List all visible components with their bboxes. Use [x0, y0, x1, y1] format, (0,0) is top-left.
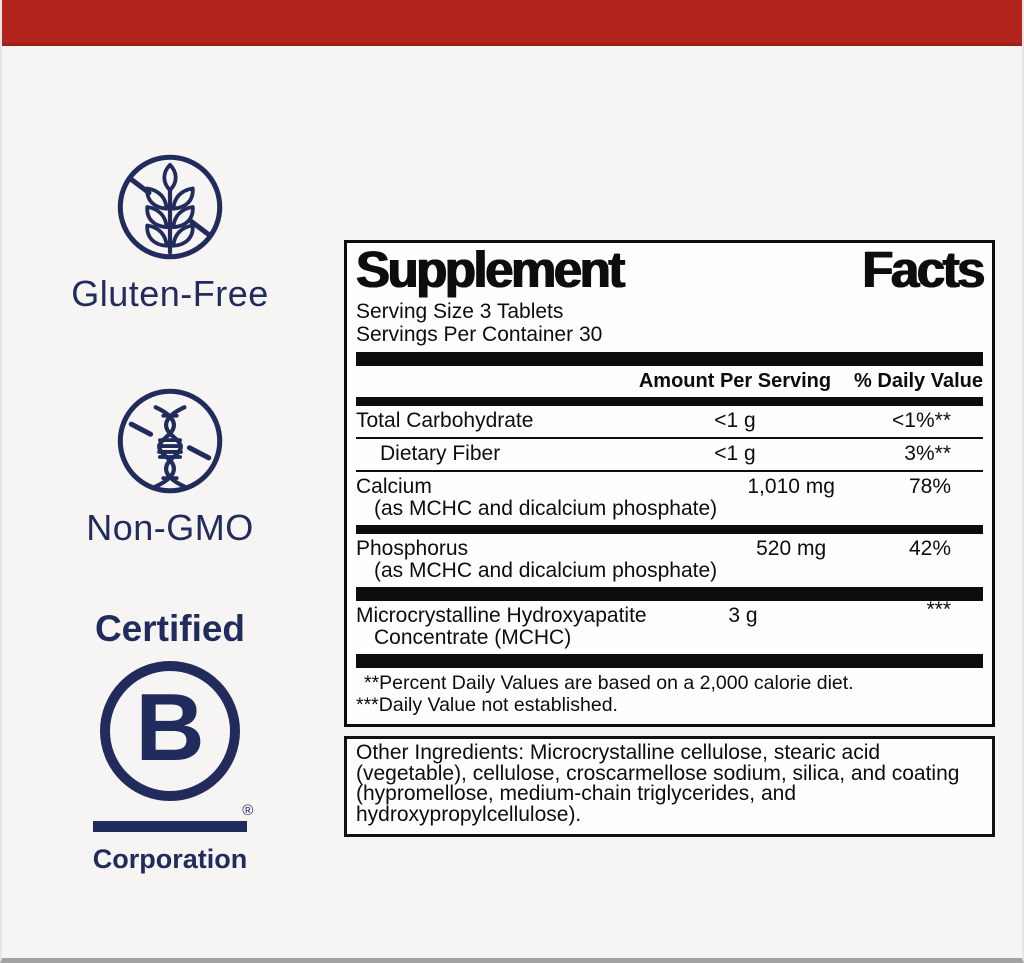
servings-per-container: Servings Per Container 30 — [356, 323, 603, 346]
facts-column — [344, 240, 995, 837]
footnote-daily-values: **Percent Daily Values are based on a 2,000 calorie diet. — [364, 672, 854, 694]
dna-crossed-icon — [111, 382, 229, 500]
wheat-crossed-icon — [111, 148, 229, 266]
b-corp-corporation-label: Corporation — [92, 844, 248, 874]
supplement-facts-title — [356, 241, 983, 298]
title-word-facts: Facts — [862, 241, 983, 298]
nutrient-row — [356, 534, 983, 587]
footnotes — [356, 668, 983, 718]
b-corp-letter: B — [135, 674, 205, 781]
non-gmo-label: Non-GMO — [86, 507, 254, 548]
nutrient-rows — [356, 406, 983, 668]
footnote-not-established: ***Daily Value not established. — [356, 693, 618, 716]
nutrient-amount: <1 g — [714, 442, 756, 465]
nutrient-name: Calcium (as MCHC and dicalcium phosphate) — [356, 475, 718, 520]
column-header-amount: Amount Per Serving — [638, 370, 832, 392]
nutrient-amount: 3 g — [728, 604, 758, 627]
nutrient-row — [356, 472, 983, 525]
nutrient-daily-value: 78% — [908, 475, 951, 498]
nutrient-detail: Concentrate (MCHC) — [374, 626, 572, 649]
nutrient-detail: (as MCHC and dicalcium phosphate) — [374, 497, 718, 520]
nutrient-daily-value: 3%** — [904, 442, 951, 465]
other-ingredients-box — [344, 736, 995, 837]
nutrient-detail: (as MCHC and dicalcium phosphate) — [374, 559, 718, 582]
divider-bar — [356, 525, 983, 534]
b-corp-circle — [100, 661, 240, 801]
nutrient-name: Dietary Fiber — [380, 442, 501, 465]
divider-bar — [356, 397, 983, 406]
red-top-bar — [2, 0, 1022, 46]
nutrient-daily-value: 42% — [908, 537, 951, 560]
nutrient-amount: 1,010 mg — [747, 475, 835, 498]
table-header-row — [356, 366, 983, 397]
b-corp-underline — [93, 821, 247, 832]
gluten-free-badge — [71, 148, 269, 312]
b-corp-certified-label: Certified — [94, 608, 246, 649]
nutrient-row — [356, 598, 983, 654]
gluten-free-label: Gluten-Free — [71, 273, 269, 314]
non-gmo-badge — [86, 382, 254, 546]
divider-bar — [356, 654, 983, 668]
other-ingredients-text: Other Ingredients: Microcrystalline cellulose, stearic acid (vegetable), cellulose, croscarmellose sodium, silica, and coating (hypromellose, medium-chain triglycerides, and hydroxypropylcellulose). — [356, 741, 960, 826]
b-corp-logo — [92, 608, 254, 875]
registered-trademark-icon: ® — [242, 802, 254, 819]
nutrient-daily-value: <1%** — [892, 409, 951, 432]
nutrient-row — [356, 439, 983, 470]
nutrient-name: Phosphorus (as MCHC and dicalcium phosphate) — [356, 537, 718, 582]
nutrient-amount: <1 g — [714, 409, 756, 432]
column-header-daily-value: % Daily Value — [854, 370, 983, 392]
nutrient-amount: 520 mg — [756, 537, 827, 560]
nutrient-name: Total Carbohydrate — [356, 409, 534, 432]
nutrient-daily-value: *** — [926, 598, 951, 621]
divider-bar — [356, 352, 983, 366]
serving-size: Serving Size 3 Tablets — [356, 300, 564, 323]
title-word-supplement: Supplement — [356, 241, 623, 298]
supplement-facts-panel — [344, 240, 995, 727]
nutrient-row — [356, 406, 983, 437]
nutrient-name: Microcrystalline Hydroxyapatite Concentrate (MCHC) — [356, 604, 647, 649]
certification-badges — [64, 148, 276, 875]
